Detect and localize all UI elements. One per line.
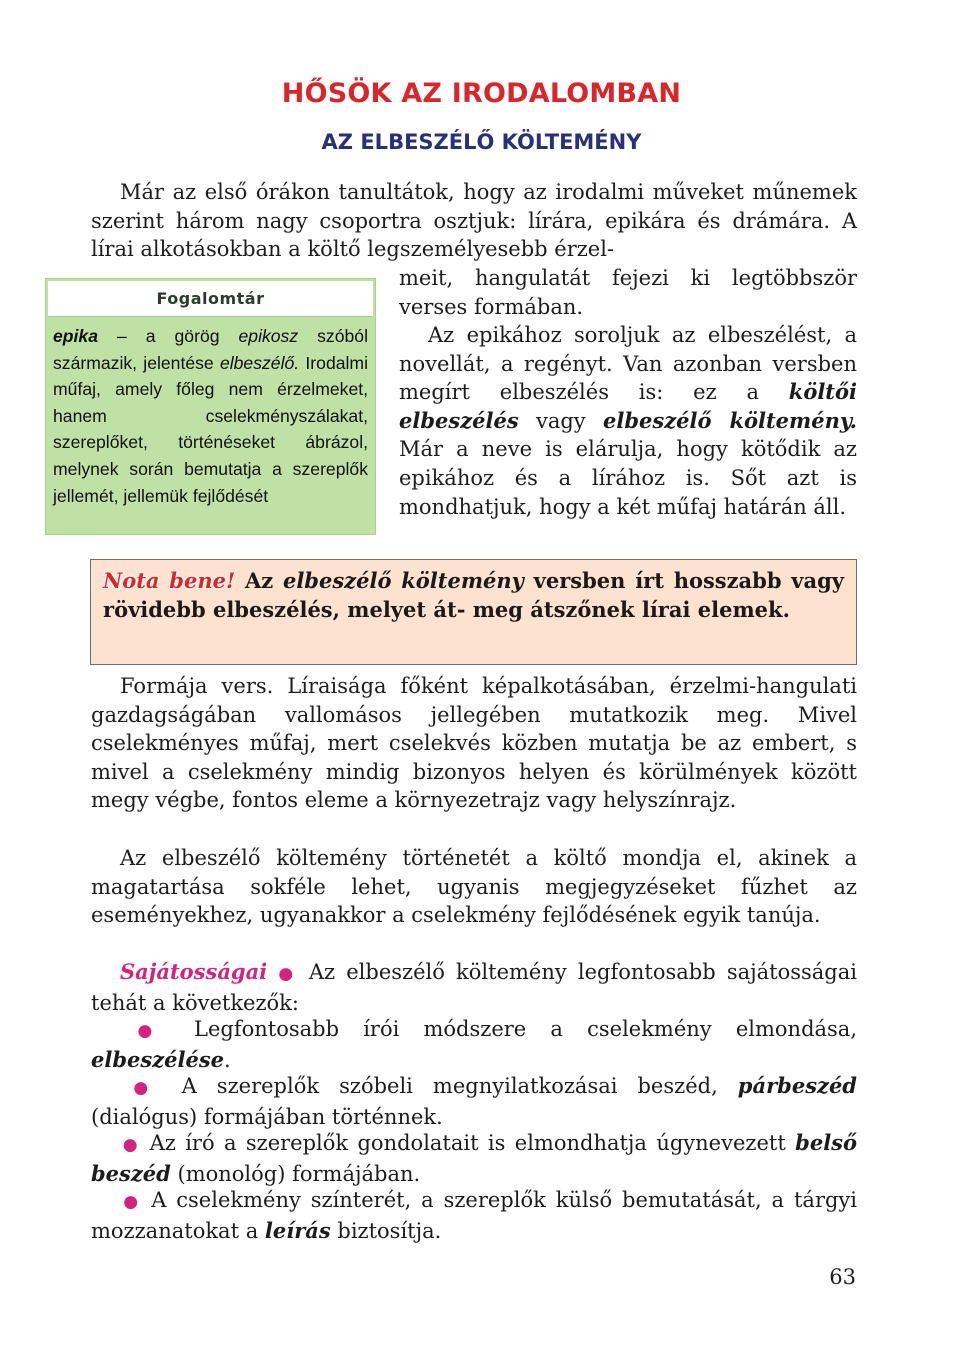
bullet-icon: ● — [120, 1192, 142, 1212]
feature-item: ● Az író a szereplők gondolatait is elmondhatja úgynevezett belső beszéd (monológ) formájában. — [91, 1130, 858, 1186]
epika-paragraph: Az epikához soroljuk az elbeszélést, a novellát, a regényt. Van azonban versben megírt elbeszélés is: ez a költői elbeszélés vagy elbeszélő költemény. Már a neve is elárulja, hogy kötődik az epikához és a lírához is. Sőt azt is mondhatjuk, hogy a két műfaj határán áll. — [399, 323, 857, 519]
features-label: Sajátosságai — [120, 959, 268, 984]
page-number: 63 — [829, 1265, 856, 1289]
features-intro: Sajátosságai ● Az elbeszélő költemény legfontosabb sajátosságai tehát a következők: — [91, 959, 857, 1015]
nota-bene-box: Nota bene! Az elbeszélő költemény versben írt hosszabb vagy rövidebb elbeszélés, melyet át- meg átszőnek lírai elemek. — [90, 559, 857, 665]
section-subtitle: AZ ELBESZÉLŐ KÖLTEMÉNY — [321, 130, 642, 154]
bullet-icon: ● — [120, 1078, 162, 1098]
term-koltoi-elbeszeles: költői elbeszélés — [399, 379, 857, 433]
feature-item: ● A szereplők szóbeli megnyilatkozásai beszéd, párbeszéd (dialógus) formájában történnek. — [91, 1073, 857, 1129]
glossary-box — [45, 278, 376, 535]
nota-bene-label: Nota bene! — [103, 568, 236, 593]
feature-item: ● A cselekmény színterét, a szereplők külső bemutatását, a tárgyi mozzanatokat a leírás biztosítja. — [91, 1188, 858, 1243]
feature-item: ● Legfontosabb írói módszere a cselekmény elmondása, elbeszélése. — [91, 1017, 857, 1072]
intro-paragraph-continued: meit, hangulatát fejezi ki legtöbbször verses formában. — [399, 266, 857, 319]
glossary-term: epika — [53, 326, 98, 346]
narrator-paragraph: Az elbeszélő költemény történetét a költő mondja el, akinek a magatartása sokféle lehet, ugyanis megjegyzéseket fűzhet az eseményekhez, ugyanakkor a cselekmény fejlődésének egyik tanúja. — [91, 846, 857, 928]
form-paragraph: Formája vers. Líraisága főként képalkotásában, érzelmi-hangulati gazdagságában vallomásos jellegében mutatkozik meg. Mivel cselekményes műfaj, mert cselekvés közben mutatja be az embert, s mivel a cselekmény mindig bizonyos helyen és körülmények között megy végbe, fontos eleme a környezetrajz vagy helyszínrajz. — [91, 674, 857, 813]
bullet-icon: ● — [278, 964, 298, 984]
glossary-body: epika – a görög epikosz szóból származik, jelentése elbeszélő. Irodalmi műfaj, amely főleg nem érzelmeket, hanem cselekményszálakat, szereplőket, történéseket ábrázol, melynek során bemutatja a szereplők jellemét, jellemük fejlődését — [53, 326, 368, 506]
bullet-icon: ● — [120, 1021, 170, 1041]
glossary-heading: Fogalomtár — [48, 281, 373, 317]
term-elbeszelo-koltemeny: elbeszélő költemény. — [603, 407, 857, 433]
page-title: HŐSÖK AZ IRODALOMBAN — [281, 78, 682, 109]
intro-paragraph: Már az első órákon tanultátok, hogy az irodalmi műveket műnemek szerint három nagy csoportra osztjuk: lírára, epikára és drámára. A lírai alkotásokban a költő legszemélyesebb érzel- — [91, 180, 857, 262]
bullet-icon: ● — [120, 1135, 141, 1155]
